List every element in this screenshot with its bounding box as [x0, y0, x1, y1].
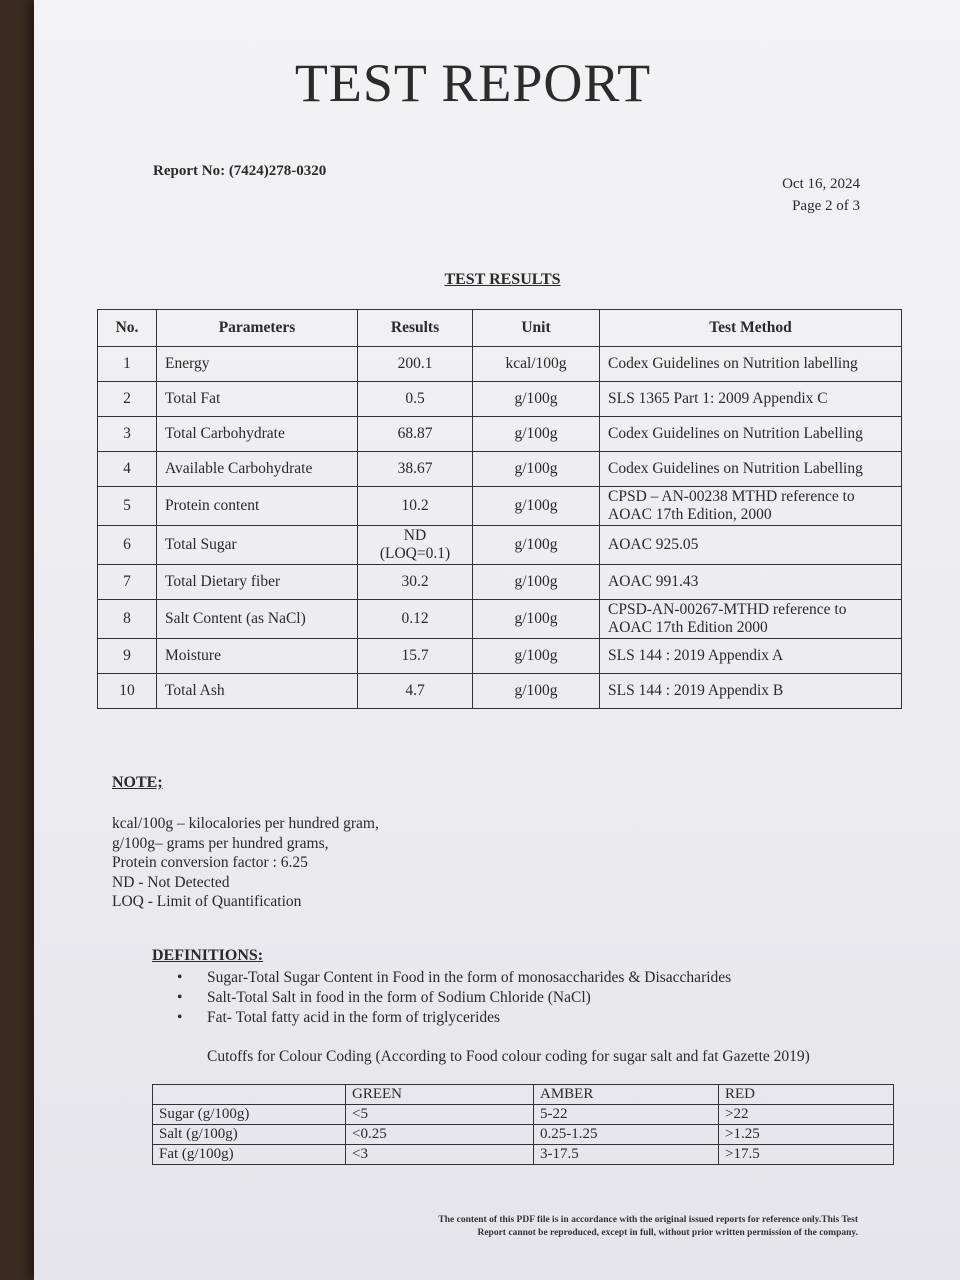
cell-no: 8 [98, 600, 157, 639]
cell-method: SLS 144 : 2019 Appendix B [600, 674, 902, 709]
note-line: g/100g– grams per hundred grams, [112, 834, 329, 852]
table-row [98, 600, 902, 639]
cell-unit: g/100g [473, 382, 600, 417]
method-line-1: CPSD – AN-00238 MTHD reference to [608, 488, 855, 505]
colour-amber: 5-22 [534, 1105, 719, 1125]
colour-red: >1.25 [719, 1125, 894, 1145]
note-line: ND - Not Detected [112, 873, 230, 891]
cell-no: 5 [98, 487, 157, 526]
table-row [98, 565, 902, 600]
footer-line-1: The content of this PDF file is in accordance with the original issued reports for reference only.This Test [438, 1215, 858, 1225]
cell-result [358, 526, 473, 565]
cell-no: 3 [98, 417, 157, 452]
colour-red: >22 [719, 1105, 894, 1125]
cell-method: SLS 144 : 2019 Appendix A [600, 639, 902, 674]
cell-parameter: Total Sugar [157, 526, 358, 565]
note-heading: NOTE; [112, 774, 163, 791]
definitions-heading: DEFINITIONS: [152, 947, 264, 964]
cell-method: Codex Guidelines on Nutrition Labelling [600, 452, 902, 487]
note-line: LOQ - Limit of Quantification [112, 893, 302, 910]
cell-result: 4.7 [358, 674, 473, 709]
colour-row-salt [153, 1125, 894, 1145]
date-block [782, 173, 860, 217]
note-list [112, 814, 379, 912]
cell-no: 1 [98, 347, 157, 382]
cell-unit: g/100g [473, 487, 600, 526]
cell-result: 15.7 [358, 639, 473, 674]
report-number: Report No: (7424)278-0320 [153, 163, 327, 179]
method-line-1: CPSD-AN-00267-MTHD reference to [608, 601, 847, 618]
table-row [98, 639, 902, 674]
cell-unit: g/100g [473, 674, 600, 709]
cell-parameter: Moisture [157, 639, 358, 674]
colour-header-green: GREEN [346, 1085, 534, 1105]
cell-result: 30.2 [358, 565, 473, 600]
colour-header-blank [153, 1085, 346, 1105]
colour-header-amber: AMBER [534, 1085, 719, 1105]
cell-no: 7 [98, 565, 157, 600]
header-no: No. [98, 310, 157, 347]
cell-unit: g/100g [473, 639, 600, 674]
cell-method: Codex Guidelines on Nutrition Labelling [600, 417, 902, 452]
cell-result: 0.5 [358, 382, 473, 417]
definitions-list [175, 968, 731, 1028]
cell-method: Codex Guidelines on Nutrition labelling [600, 347, 902, 382]
report-date: Oct 16, 2024 [782, 176, 860, 192]
colour-label: Sugar (g/100g) [153, 1105, 346, 1125]
cell-unit: g/100g [473, 600, 600, 639]
colour-red: >17.5 [719, 1145, 894, 1165]
cell-unit: g/100g [473, 526, 600, 565]
cell-no: 10 [98, 674, 157, 709]
cell-no: 4 [98, 452, 157, 487]
header-parameters: Parameters [157, 310, 358, 347]
cell-method [600, 487, 902, 526]
cell-parameter: Protein content [157, 487, 358, 526]
table-row [98, 487, 902, 526]
page-number: Page 2 of 3 [792, 198, 860, 214]
colour-amber: 0.25-1.25 [534, 1125, 719, 1145]
cell-parameter: Total Ash [157, 674, 358, 709]
report-title: TEST REPORT [294, 53, 652, 113]
footer-disclaimer [338, 1214, 858, 1240]
cell-parameter: Energy [157, 347, 358, 382]
header-test-method: Test Method [600, 310, 902, 347]
cell-unit: g/100g [473, 565, 600, 600]
method-line-2: AOAC 17th Edition, 2000 [608, 506, 772, 523]
cell-parameter: Total Carbohydrate [157, 417, 358, 452]
cell-unit: g/100g [473, 452, 600, 487]
definition-item: • Fat- Total fatty acid in the form of triglycerides [175, 1008, 731, 1028]
cell-method [600, 600, 902, 639]
cell-parameter: Total Fat [157, 382, 358, 417]
note-line: kcal/100g – kilocalories per hundred gram, [112, 815, 379, 832]
cell-no: 9 [98, 639, 157, 674]
cell-unit: g/100g [473, 417, 600, 452]
cell-no: 2 [98, 382, 157, 417]
header-results: Results [358, 310, 473, 347]
colour-green: <3 [346, 1145, 534, 1165]
table-row [98, 526, 902, 565]
colour-green: <5 [346, 1105, 534, 1125]
definition-item: • Sugar-Total Sugar Content in Food in the form of monosaccharides & Disaccharides [175, 968, 731, 988]
cell-result: 68.87 [358, 417, 473, 452]
method-line-2: AOAC 17th Edition 2000 [608, 619, 768, 636]
colour-header-red: RED [719, 1085, 894, 1105]
cell-result: 0.12 [358, 600, 473, 639]
footer-line-2: Report cannot be reproduced, except in full, without prior written permission of the company. [477, 1228, 858, 1238]
test-results-table [97, 309, 902, 709]
colour-row-sugar [153, 1105, 894, 1125]
colour-label: Fat (g/100g) [153, 1145, 346, 1165]
header-unit: Unit [473, 310, 600, 347]
table-row [98, 347, 902, 382]
cell-unit: kcal/100g [473, 347, 600, 382]
cell-parameter: Salt Content (as NaCl) [157, 600, 358, 639]
cutoff-caption: Cutoffs for Colour Coding (According to Food colour coding for sugar salt and fat Gazette 2019) [207, 1048, 810, 1065]
colour-label: Salt (g/100g) [153, 1125, 346, 1145]
cell-method: AOAC 991.43 [600, 565, 902, 600]
table-row [98, 452, 902, 487]
colour-header-row [153, 1085, 894, 1105]
section-title: TEST RESULTS [444, 271, 561, 288]
table-row [98, 382, 902, 417]
cell-result: 10.2 [358, 487, 473, 526]
cell-no: 6 [98, 526, 157, 565]
colour-green: <0.25 [346, 1125, 534, 1145]
cell-parameter: Total Dietary fiber [157, 565, 358, 600]
table-header-row [98, 310, 902, 347]
cell-method: SLS 1365 Part 1: 2009 Appendix C [600, 382, 902, 417]
cell-result: 38.67 [358, 452, 473, 487]
cell-method: AOAC 925.05 [600, 526, 902, 565]
cell-parameter: Available Carbohydrate [157, 452, 358, 487]
colour-coding-table [152, 1084, 894, 1165]
definition-item: • Salt-Total Salt in food in the form of Sodium Chloride (NaCl) [175, 988, 731, 1008]
colour-amber: 3-17.5 [534, 1145, 719, 1165]
result-line-2: (LOQ=0.1) [379, 545, 451, 562]
note-line: Protein conversion factor : 6.25 [112, 854, 308, 871]
colour-row-fat [153, 1145, 894, 1165]
table-row [98, 417, 902, 452]
cell-result: 200.1 [358, 347, 473, 382]
table-row [98, 674, 902, 709]
result-line-1: ND [403, 527, 427, 544]
